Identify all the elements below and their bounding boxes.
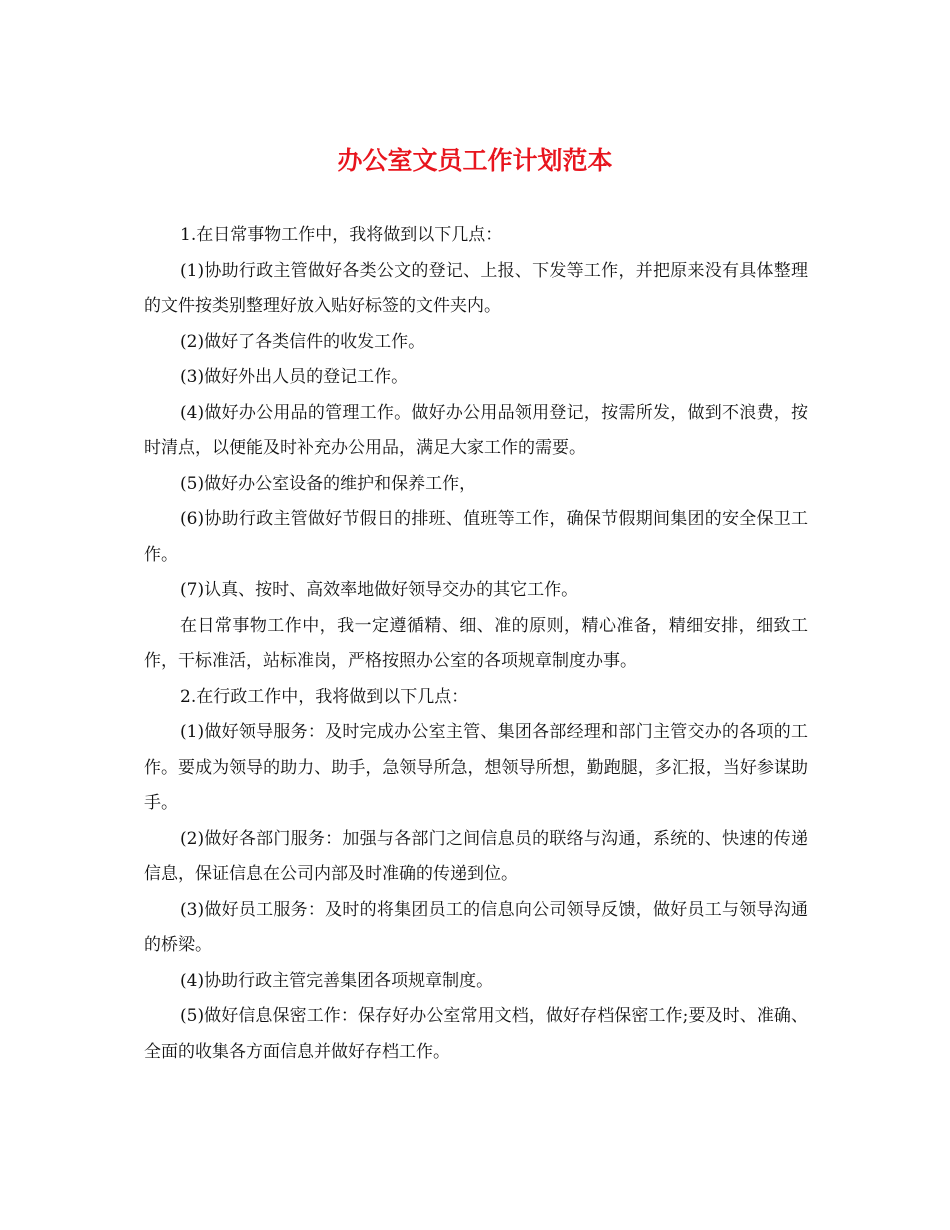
paragraph-9: 在日常事物工作中，我一定遵循精、细、准的原则，精心准备，精细安排，细致工作，干标准活，站标准岗，严格按照办公室的各项规章制度办事。 <box>144 615 808 671</box>
paragraph-1: 1.在日常事物工作中，我将做到以下几点： <box>180 225 503 245</box>
paragraph-7: (6)协助行政主管做好节假日的排班、值班等工作，确保节假期间集团的安全保卫工作。 <box>144 509 808 565</box>
paragraph-10: 2.在行政工作中，我将做到以下几点： <box>180 686 469 707</box>
paragraph-3: (2)做好了各类信件的收发工作。 <box>180 331 426 352</box>
paragraph-13: (3)做好员工服务：及时的将集团员工的信息向公司领导反馈，做好员工与领导沟通的桥梁。 <box>144 899 808 955</box>
paragraph-2: (1)协助行政主管做好各类公文的登记、上报、下发等工作，并把原来没有具体整理的文件按类别整理好放入贴好标签的文件夹内。 <box>144 260 808 316</box>
paragraph-4: (3)做好外出人员的登记工作。 <box>180 367 409 387</box>
paragraph-8: (7)认真、按时、高效率地做好领导交办的其它工作。 <box>180 580 579 600</box>
paragraph-12: (2)做好各部门服务：加强与各部门之间信息员的联络与沟通，系统的、快速的传递信息，保证信息在公司内部及时准确的传递到位。 <box>144 828 808 884</box>
paragraph-5: (4)做好办公用品的管理工作。做好办公用品领用登记，按需所发，做到不浪费，按时清点，以便能及时补充办公用品，满足大家工作的需要。 <box>144 402 808 458</box>
paragraph-15: (5)做好信息保密工作：保存好办公室常用文档，做好存档保密工作;要及时、准确、全面的收集各方面信息并做好存档工作。 <box>144 1006 808 1062</box>
paragraph-11: (1)做好领导服务：及时完成办公室主管、集团各部经理和部门主管交办的各项的工作。要成为领导的助力、助手，急领导所急，想领导所想，勤跑腿，多汇报，当好参谋助手。 <box>144 722 808 813</box>
paragraph-14: (4)协助行政主管完善集团各项规章制度。 <box>180 970 494 991</box>
document-body <box>144 218 808 1070</box>
document-title: 办公室文员工作计划范本 <box>337 146 613 175</box>
paragraph-6: (5)做好办公室设备的维护和保养工作， <box>180 473 477 494</box>
